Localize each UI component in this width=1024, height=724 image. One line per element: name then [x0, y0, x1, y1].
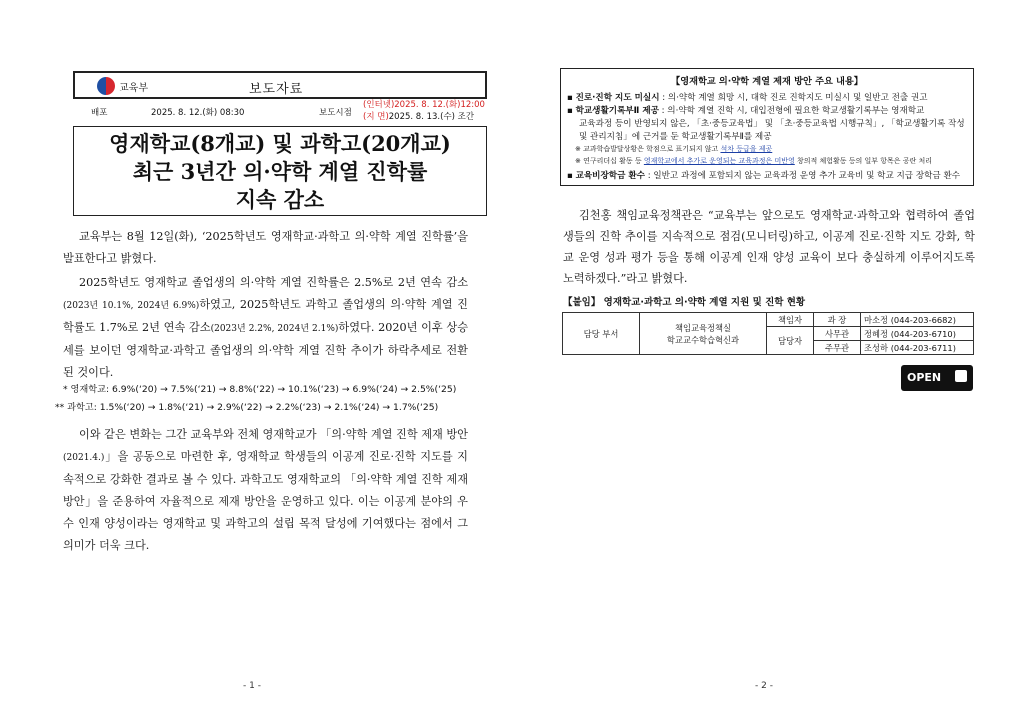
page-number-1: - 1 -	[243, 681, 261, 691]
summary-box-title: 【영재학교 의·약학 계열 제재 방안 주요 내용】	[671, 76, 863, 87]
paragraph-2: 2025학년도 영재학교 졸업생의 의·약학 계열 진학률은 2.5%로 2년 연속 감소(2023년 10.1%, 2024년 6.9%)하였고, 2025학년도 과학고 졸업생의 의·약학 계열 진학률도 1.7%로 2년 연속 감소(2023년 2.2%, 2024년 2.1%)하였다. 2020년 이후 상승세를 보이던 영재학교·과학고 졸업생의 의·약학 계열 진학 추이가 하락추세로 전환된 것이다.	[63, 276, 468, 379]
intro-paragraph: 교육부는 8월 12일(화), ‘2025학년도 영재학교·과학고 의·약학 계열 진학률’을 발표한다고 밝혔다.	[63, 230, 468, 265]
ministry-logo-icon	[97, 77, 115, 95]
distribution-date: 2025. 8. 12.(화) 08:30	[151, 108, 245, 118]
contact-title: 과 장	[814, 313, 861, 327]
contact-title: 주무관	[814, 341, 861, 355]
attachment-title: 【붙임】 영재학교·과학고 의·약학 계열 지원 및 진학 현황	[563, 297, 806, 308]
contact-name-phone: 정혜정 (044-203-6710)	[861, 327, 974, 341]
official-quote: 김천홍 책임교육정책관은 “교육부는 앞으로도 영재학교·과학고와 협력하여 졸업생들의 진학 추이를 지속적으로 점검(모니터링)하고, 이공계 진로·진학 지도 강화, 학교 운영 성과 평가 등을 통해 이공계 인재 양성 교육이 보다 충실하게 이루어지도록 노력하겠다.”라고 밝혔다.	[563, 209, 975, 285]
sanctions-summary-box	[560, 68, 974, 186]
distribution-label: 배포	[91, 108, 108, 118]
embargo-paper: (지 면)2025. 8. 13.(수) 조간	[363, 112, 475, 122]
open-license-badge	[901, 365, 973, 391]
page-2	[512, 0, 1024, 724]
headline	[73, 126, 487, 216]
page-number-2: - 2 -	[755, 681, 773, 691]
headline-line-3: 지속 감소	[235, 187, 325, 212]
responsible-label: 책임자	[767, 313, 814, 327]
open-badge-label: OPEN	[907, 371, 942, 384]
note-gifted-school: * 영재학교: 6.9%(‘20) → 7.5%(‘21) → 8.8%(‘22) → 10.1%(‘23) → 6.9%(‘24) → 2.5%(‘25)	[63, 384, 457, 395]
license-icon	[955, 370, 967, 382]
dept-label: 담당 부서	[563, 313, 640, 355]
contact-row	[563, 313, 974, 327]
summary-item-2-cont-2: 및 관리지침」에 근거를 둔 학교생활기록부Ⅱ를 제공	[579, 132, 772, 142]
doc-type: 보도자료	[249, 82, 304, 97]
paragraph-3: 이와 같은 변화는 그간 교육부와 전체 영재학교가 「의·약학 계열 진학 제재 방안(2021.4.)」을 공동으로 마련한 후, 영재학교 학생들의 이공계 진로·진학 지도를 지속적으로 강화한 결과로 볼 수 있다. 과학고도 영재학교의 「의·약학 계열 진학 제재 방안」을 준용하여 자율적으로 제재 방안을 운영하고 있다. 이는 이공계 분야의 우수 인재 양성이라는 영재학교 및 과학고의 설립 목적 달성에 기여했다는 점에서 그 의미가 더욱 크다.	[63, 428, 468, 552]
summary-item-1: ▪ 진로·진학 지도 미실시 : 의·약학 계열 희망 시, 대학 진로 진학지도 미실시 및 일반고 전출 권고	[567, 93, 928, 103]
summary-item-2: ▪ 학교생활기록부Ⅱ 제공 : 의·약학 계열 진학 시, 대입전형에 필요한 학교생활기록부는 영재학교	[567, 106, 925, 116]
note-science-high: ** 과학고: 1.5%(‘20) → 1.8%(‘21) → 2.9%(‘22) → 2.2%(‘23) → 2.1%(‘24) → 1.7%(‘25)	[55, 402, 439, 413]
contact-table	[562, 312, 974, 355]
embargo-label: 보도시점	[319, 108, 352, 118]
headline-line-2: 최근 3년간 의·약학 계열 진학률	[132, 159, 428, 184]
summary-xnote-1: ※ 교과학습발달상황은 학점으로 표기되지 않고 석차 등급을 제공	[575, 145, 773, 153]
summary-item-3: ▪ 교육비장학금 환수 : 일반고 과정에 포함되지 않는 교육과정 운영 추가 교육비 및 학교 지급 장학금 환수	[567, 171, 961, 181]
contact-name-phone: 조성하 (044-203-6711)	[861, 341, 974, 355]
ministry-name: 교육부	[119, 83, 148, 94]
summary-xnote-2: ※ 연구리더십 활동 등 영재학교에서 추가로 운영되는 교육과정은 미반영 창의적 체험활동 등의 일부 항목은 공란 처리	[575, 157, 933, 165]
embargo-online: (인터넷)2025. 8. 12.(화)12:00	[363, 100, 485, 110]
headline-line-1: 영재학교(8개교) 및 과학고(20개교)	[109, 131, 451, 156]
contact-label: 담당자	[767, 327, 814, 355]
press-release-header	[73, 71, 487, 99]
dept-name: 책임교육정책실 학교교수학습혁신과	[640, 313, 767, 355]
contact-title: 사무관	[814, 327, 861, 341]
summary-item-2-cont-1: 교육과정 등이 반영되지 않은, 「초·중등교육법」 및 「초·중등교육법 시행규칙」, 「학교생활기록 작성	[579, 119, 965, 129]
contact-name-phone: 마소정 (044-203-6682)	[861, 313, 974, 327]
